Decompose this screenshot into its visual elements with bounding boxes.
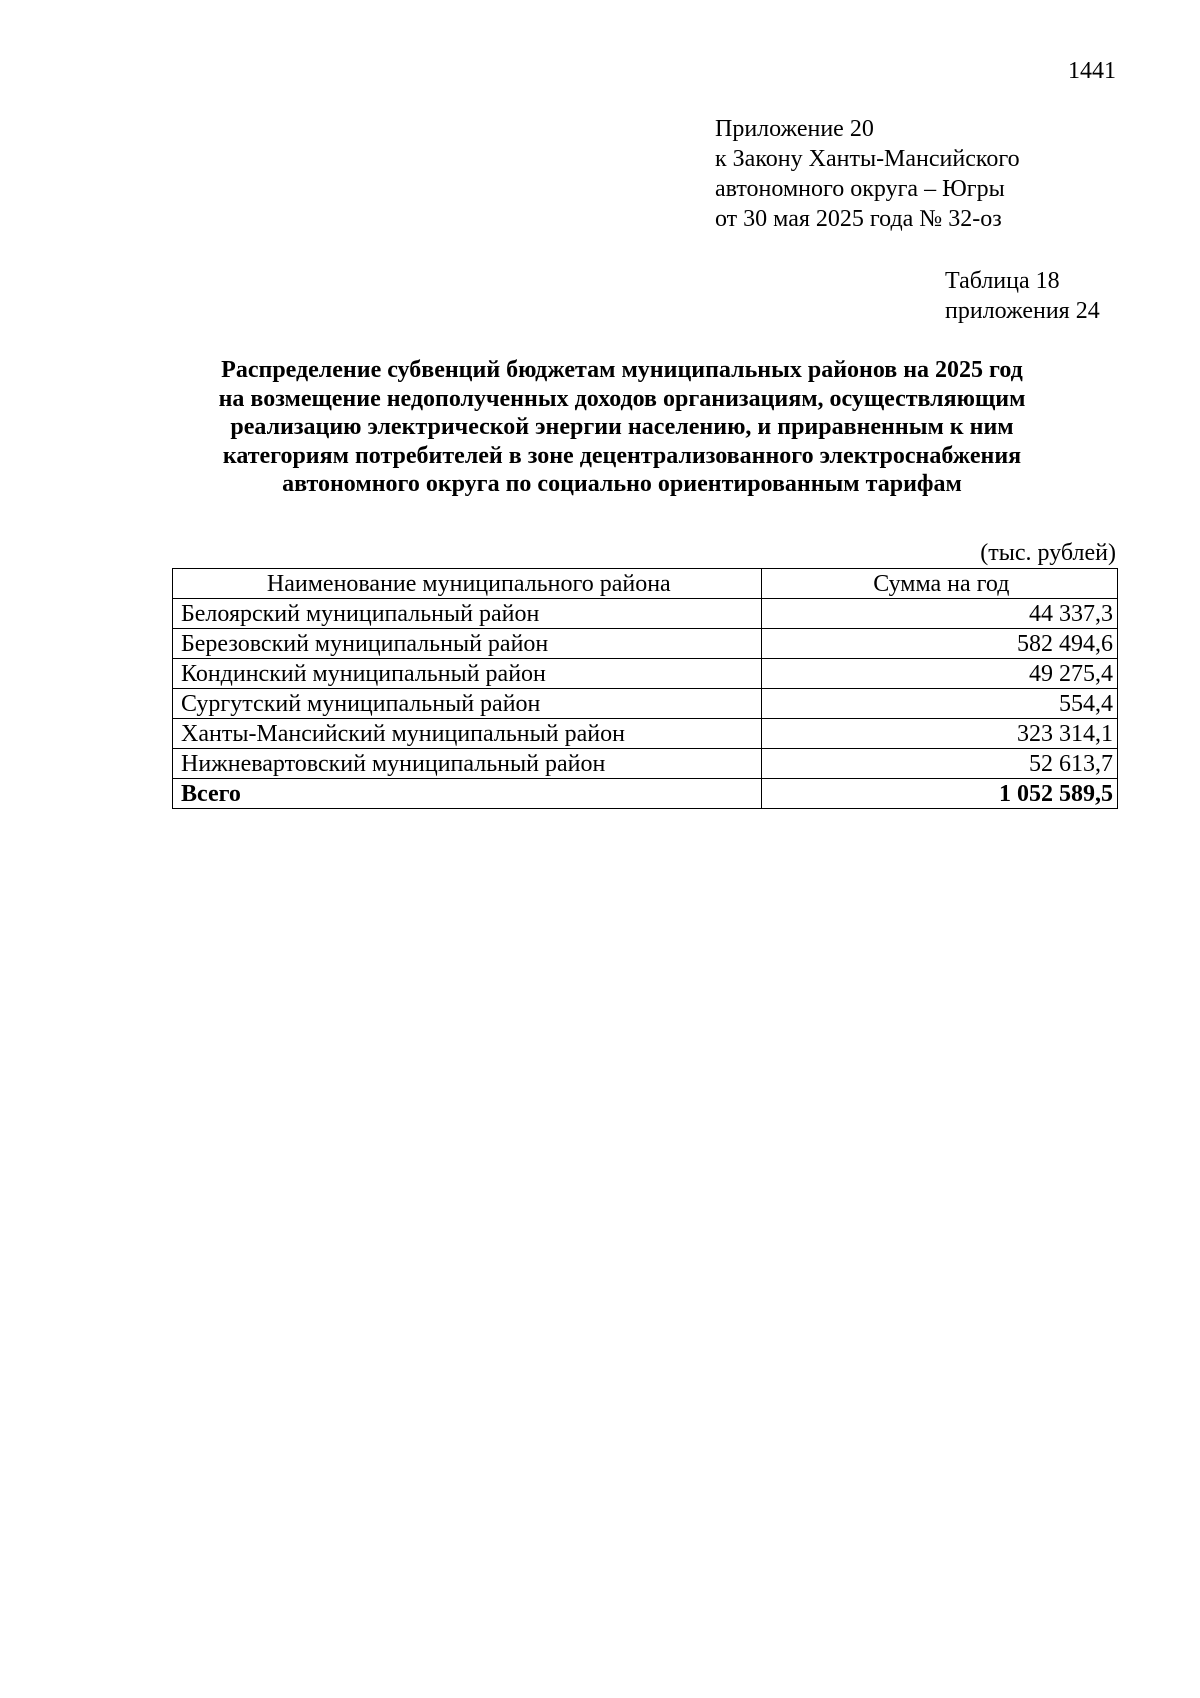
district-sum: 49 275,4 <box>761 659 1117 689</box>
title-line: на возмещение недополученных доходов организациям, осуществляющим <box>218 385 1026 412</box>
total-label: Всего <box>173 779 762 809</box>
district-sum: 582 494,6 <box>761 629 1117 659</box>
table-row <box>173 749 1118 779</box>
column-header-sum: Сумма на год <box>761 569 1117 599</box>
units-label: (тыс. рублей) <box>980 540 1116 566</box>
distribution-table <box>172 568 1118 809</box>
table-row <box>173 689 1118 719</box>
district-name: Кондинский муниципальный район <box>173 659 762 689</box>
appendix-line: от 30 мая 2025 года № 32-оз <box>715 206 1002 232</box>
district-sum: 323 314,1 <box>761 719 1117 749</box>
total-row <box>173 779 1118 809</box>
title-line: автономного округа по социально ориентированным тарифам <box>282 471 962 497</box>
table-header-row <box>173 569 1118 599</box>
table-reference-line: приложения 24 <box>945 298 1100 324</box>
district-name: Березовский муниципальный район <box>173 629 762 659</box>
appendix-line: автономного округа – Югры <box>715 176 1005 202</box>
district-sum: 554,4 <box>761 689 1117 719</box>
table-row <box>173 659 1118 689</box>
title-line: категориям потребителей в зоне децентрализованного электроснабжения <box>222 442 1022 469</box>
title-line: Распределение субвенций бюджетам муниципальных районов на 2025 год <box>221 357 1023 383</box>
district-sum: 52 613,7 <box>761 749 1117 779</box>
district-name: Сургутский муниципальный район <box>173 689 762 719</box>
title-line: реализацию электрической энергии населению, и приравненным к ним <box>230 414 1014 440</box>
appendix-line: к Закону Ханты-Мансийского <box>715 146 1020 172</box>
district-name: Ханты-Мансийский муниципальный район <box>173 719 762 749</box>
total-sum: 1 052 589,5 <box>761 779 1117 809</box>
page-number: 1441 <box>1068 58 1116 84</box>
table-row <box>173 599 1118 629</box>
district-name: Белоярский муниципальный район <box>173 599 762 629</box>
document-title <box>172 356 1072 499</box>
table-reference <box>945 266 1100 326</box>
column-header-name: Наименование муниципального района <box>173 569 762 599</box>
district-name: Нижневартовский муниципальный район <box>173 749 762 779</box>
table-row <box>173 629 1118 659</box>
appendix-reference <box>715 114 1020 234</box>
appendix-line: Приложение 20 <box>715 116 874 142</box>
table-reference-line: Таблица 18 <box>945 268 1060 294</box>
district-sum: 44 337,3 <box>761 599 1117 629</box>
table-row <box>173 719 1118 749</box>
